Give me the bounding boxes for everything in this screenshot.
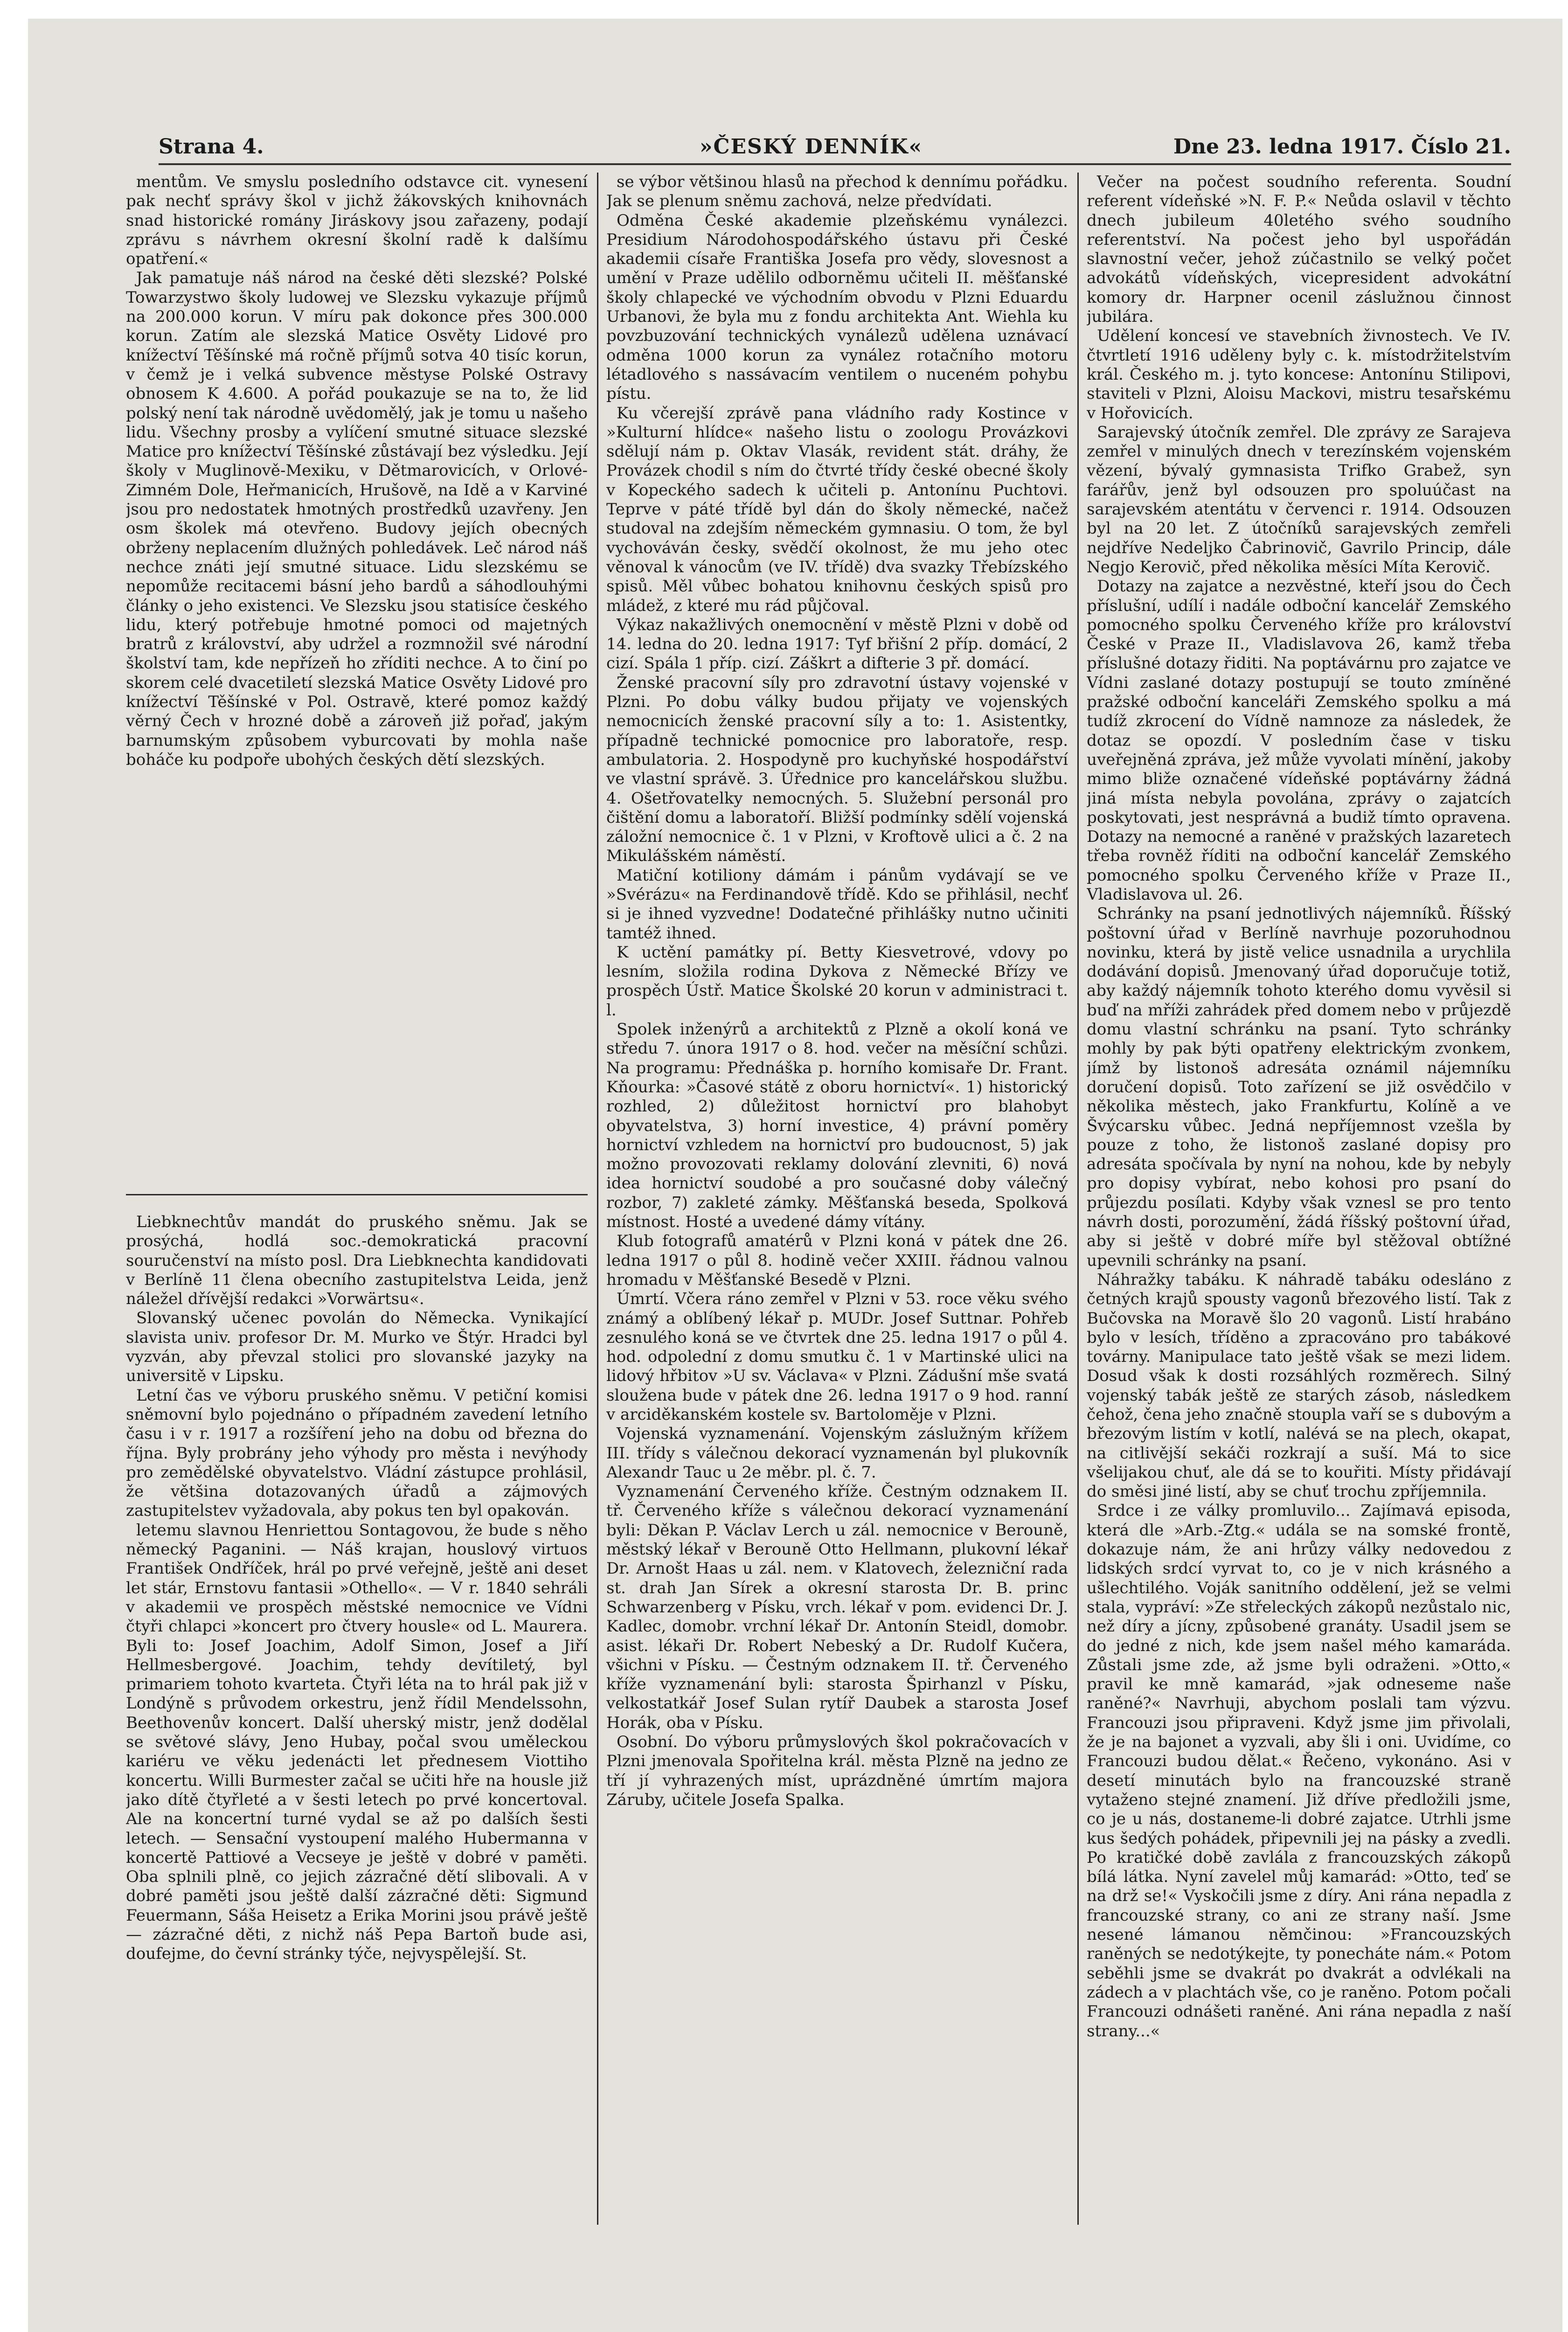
article: mentům. Ve smyslu posledního odstavce cit. vynesení pak nechť správy škol v jichž žákovských knihovnách snad historické romány Jiráskovy jsou zařazeny, podají zprávu s návrhem okresní školní radě k dalšímu opatření.« — [126, 173, 588, 269]
column-2 — [606, 173, 1068, 2225]
article: Srdce i ze války promluvilo... Zajímavá episoda, která dle »Arb.-Ztg.« udála se na somské frontě, dokazuje nám, že ani hrůzy války nedovedou z lidských srdcí vyrvat to, co je v nich krásného a ušlechtilého. Voják sanitního oddělení, jež se velmi stala, vypráví: »Ze střeleckých zákopů nezůstalo nic, než díry a jícny, způsobené granáty. Usadil jsem se do jedné z nich, kde jsem našel mého kamaráda. Zůstali jsme zde, až jsme byli odraženi. »Otto,« pravil ke mně kamarád, »jak odneseme naše raněné?« Navrhuji, abychom poslali tam výzvu. Francouzi jsou připraveni. Když jsme jim přivolali, že je na bajonet a vyzvali, aby šli i oni. Uvidíme, co Francouzi budou dělat.« Řečeno, vykonáno. Asi v desetí minutách bylo na francouzské straně vytaženo stejné znamení. Již dříve předložili jsme, co je u nás, dostaneme-li dobré zajatce. Utrhli jsme kus šedých pohádek, připevnili jej na pásky a zvedli. Po kratičké době zavlála z francouzských zákopů bílá látka. Nyní zavelel můj kamarád: »Otto, teď se na drž se!« Vyskočili jsme z díry. Ani rána nepadla z francouzské strany, co ani ze strany naší. Jsme nesené lámanou němčinou: »Francouzských raněných se nedotýkejte, ty ponecháte nám.« Potom seběhli jsme se dvakrát po dvakrát a odvlékali na zádech a v plachtách vše, co je raněno. Potom počali Francouzi odnášeti raněné. Ani rána nepadla z naší strany...« — [1087, 1501, 1511, 2040]
column-3 — [1087, 173, 1511, 2225]
article: Spolek inženýrů a architektů z Plzně a okolí koná ve středu 7. února 1917 o 8. hod. večer na měsíční schůzi. Na programu: Přednáška p. horního komisaře Dr. Frant. Kňourka: »Časové státě z oboru hornictví«. 1) historický rozhled, 2) důležitost hornictví pro blahobyt obyvatelstva, 3) horní investice, 4) právní poměry hornictví vzhledem na hornictví pro budoucnost, 5) jak možno provozovati reklamy dolování zlevniti, 6) nová idea hornictví soudobé a pro současné doby válečný rozbor, 7) zakleté zámky. Měšťanská beseda, Spolková místnost. Hosté a uvedené dámy vítány. — [606, 1020, 1068, 1232]
article: Matiční kotiliony dámám i pánům vydávají se ve »Svérázu« na Ferdinandově třídě. Kdo se přihlásil, nechť si je ihned vyzvedne! Dodatečné přihlášky nutno učiniti tamtéž ihned. — [606, 866, 1068, 943]
column-1-bottom — [126, 1213, 588, 2229]
article: Výkaz nakažlivých onemocnění v městě Plzni v době od 14. ledna do 20. ledna 1917: Tyf břišní 2 příp. domácí, 2 cizí. Spála 1 příp. cizí. Záškrt a difterie 3 př. domácí. — [606, 615, 1068, 673]
article: K uctění památky pí. Betty Kiesvetrové, vdovy po lesním, složila rodina Dykova z Německé Břízy ve prospěch Ústř. Matice Školské 20 korun v administraci t. l. — [606, 943, 1068, 1020]
article: Slovanský učenec povolán do Německa. Vynikající slavista univ. profesor Dr. M. Murko ve Štýr. Hradci byl vyzván, aby převzal stolici pro slovanské jazyky na universitě v Lipsku. — [126, 1309, 588, 1386]
article: Dotazy na zajatce a nezvěstné, kteří jsou do Čech příslušní, udílí i nadále odboční kancelář Zemského pomocného spolku Červeného kříže pro království České v Praze II., Vladislavova 26, kamž třeba příslušné dotazy řiditi. Na poptávárnu pro zajatce ve Vídni zaslané dotazy postupují se touto zmíněné pražské odboční kanceláři Zemského spolku a má tudíž zkrocení do Vídně namnoze za následek, že dotaz se opozdí. V posledním čase v tisku uveřejněná zpráva, jež může vyvolati mínění, jakoby mimo bliže označené vídeňské poptávárny žádná jiná místa nebyla povolána, zprávy o zajatcích poskytovati, jest nesprávná a budiž tímto opravena. Dotazy na nemocné a raněné v pražských lazaretech třeba rovněž říditi na odboční kancelář Zemského pomocného spolku Červeného kříže v Praze II., Vladislavova ul. 26. — [1087, 577, 1511, 904]
masthead: »ČESKÝ DENNÍK« — [700, 135, 923, 159]
article: Vyznamenání Červeného kříže. Čestným odznakem II. tř. Červeného kříže s válečnou dekorací vyznamenání byli: Děkan P. Václav Lerch u zál. nemocnice v Berouně, městský lékař v Berouně Otto Hellmann, plukovní lékař Dr. Arnošt Haas u zál. nem. v Klatovech, železniční rada st. drah Jan Sírek a okresní starosta Dr. B. princ Schwarzenberg v Písku, vrch. lékař v pom. evidenci Dr. J. Kadlec, domobr. vrchní lékař Dr. Antonín Steidl, domobr. asist. lékaři Dr. Robert Nebeský a Dr. Rudolf Kučera, všichni v Písku. — Čestným odznakem II. tř. Červeného kříže vyznamenání byli: starosta Špirhanzl v Písku, velkostatkář Josef Sulan rytíř Daubek a starosta Josef Horák, oba v Písku. — [606, 1482, 1068, 1732]
article: Klub fotografů amatérů v Plzni koná v pátek dne 26. ledna 1917 o půl 8. hodině večer XXIII. řádnou valnou hromadu v Měšťanské Besedě v Plzni. — [606, 1232, 1068, 1289]
article: Schránky na psaní jednotlivých nájemníků. Říšský poštovní úřad v Berlíně navrhuje pozoruhodnou novinku, která by jistě velice usnadnila a urychlila dodávání dopisů. Jmenovaný úřad doporučuje totiž, aby každý nájemník tohoto kterého domu vyvěsil si buď na mříži zahrádek před domem nebo v průjezdě domu vlastní schránku na psaní. Tyto schránky mohly by pak býti opatřeny elektrickým zvonkem, jímž by listonoš adresáta oznámil nájemníku doručení dopisů. Toto zařízení se již osvědčilo v několika městech, jako Frankfurtu, Kolíně a ve Švýcarsku vůbec. Jedná nepříjemnost vzešla by pouze z toho, že listonoš zaslané dopisy pro adresáta spočívala by nyní na nohou, kde by nebyly pro dopisy vybírat, nebo kohosi pro psaní do průjezdu posílati. Kdyby však vznesl se pro tento návrh dosti, porozumění, žádá říšský poštovní úřad, aby si ještě v dobré míře byl stěžoval obtížné upevnili schránky na psaní. — [1087, 904, 1511, 1270]
article: Udělení koncesí ve stavebních živnostech. Ve IV. čtvrtletí 1916 uděleny byly c. k. místodržitelstvím král. Českého m. j. tyto koncese: Antonínu Stilipovi, staviteli v Plzni, Aloisu Mackovi, mistru tesařskému v Hořovicích. — [1087, 326, 1511, 423]
column-rule — [597, 173, 598, 2225]
column-break-rule — [126, 1194, 588, 1195]
article: Liebknechtův mandát do pruského sněmu. Jak se prosýchá, hodlá soc.-demokratická pracovní souručenství na místo posl. Dra Liebknechta kandidovati v Berlíně 11 člena obecního zastupitelstva Leida, jenž náležel dřívější redakci »Vorwärtsu«. — [126, 1213, 588, 1309]
article: Osobní. Do výboru průmyslových škol pokračovacích v Plzni jmenovala Spořitelna král. města Plzně na jedno ze tří jí vyhrazených míst, uprázdněné úmrtím majora Záruby, učitele Josefa Spalka. — [606, 1733, 1068, 1809]
page-number: Strana 4. — [159, 135, 264, 159]
column-rule — [1077, 173, 1079, 2225]
page-header — [159, 121, 1511, 165]
article: letemu slavnou Henriettou Sontagovou, že bude s něho německý Paganini. — Náš krajan, houslový virtuos František Ondříček, hrál po prvé veřejně, ještě ani deset let stár, Ernstovu fantasii »Othello«. — V r. 1840 sehráli v akademii ve prospěch městské nemocnice ve Vídni čtyři chlapci »koncert pro čtvery housle« od L. Maurera. Byli to: Josef Joachim, Adolf Simon, Josef a Jiří Hellmesbergové. Joachim, tehdy devítiletý, byl primariem tohoto kvarteta. Čtyři léta na to hrál pak již v Londýně s průvodem orkestru, jenž řídil Mendelssohn, Beethovenův koncert. Další uherský mistr, jenž dodělal se světové slávy, Jeno Hubay, počal svou uměleckou kariéru ve věku jedenácti let přednesem Viottiho koncertu. Willi Burmester začal se učiti hře na housle již jako dítě čtyřleté a v šesti letech po prvé koncertoval. Ale na koncertní turné vydal se až po dalších šesti letech. — Sensační vystoupení malého Hubermanna v koncertě Pattiové a Vecseye je ještě v dobré v paměti. Oba splnili plně, co jejich zázračné dětí slibovali. A v dobré paměti jsou ještě další zázračné děti: Sigmund Feuermann, Sáša Heisetz a Erika Morini jsou právě ještě — zázračné děti, z nichž náš Pepa Bartoň bude asi, doufejme, do čevní stránky týče, nejvyspělejší. St. — [126, 1520, 588, 1964]
issue-date: Dne 23. ledna 1917. Číslo 21. — [1173, 135, 1511, 159]
article: Jak pamatuje náš národ na české děti slezské? Polské Towarzystwo školy ludowej ve Slezsku vykazuje příjmů na 200.000 korun. V míru pak dokonce přes 300.000 korun. Zatím ale slezská Matice Osvěty Lidové pro knížectví Těšínské má ročně příjmů sotva 40 tisíc korun, v čemž je i velká subvence městyse Polské Ostravy obnosem K 4.600. A pořád poukazuje se na to, že lid polský není tak národně uvědomělý, jak je tomu u našeho lidu. Všechny prosby a vylíčení smutné situace slezské Matice pro knížectví Těšínské zůstávají bez výsledku. Její školy v Muglinově-Mexiku, v Dětmarovicích, v Orlové-Zimném Dole, Heřmanicích, Hrušově, na Idě a v Karviné jsou pro nedostatek hmotných prostředků uzavřeny. Jen osm školek má otevřeno. Budovy jejích obecných obrženy neplacením dlužných pohledávek. Leč národ náš nechce znáti její smutné situace. Lidu slezskému se nepomůže recitacemi básní jeho bardů a sáhodlouhými články o jeho existenci. Ve Slezsku jsou statisíce českého lidu, který potřebuje hmotné pomoci od majetných bratrů z království, aby udržel a rozmnožil své národní školství tam, kde nepřízeň ho zříditi nechce. A to činí po skorem celé dvacetiletí slezská Matice Osvěty Lidové pro knížectví Těšínské v Pol. Ostravě, které pomoz každý věrný Čech v hrozné době a zároveň již pořaď, jakým barnumským způsobem vyburcovati by mohla naše boháče ku podpoře ubohých českých dětí slezských. — [126, 269, 588, 769]
article: Letní čas ve výboru pruského sněmu. V petiční komisi sněmovní bylo pojednáno o případném zavedení letního času i v r. 1917 a rozšíření jeho na dobu od března do října. Byly probrány jeho výhody pro města i nevýhody pro zemědělské obyvatelstvo. Vládní zástupce prohlásil, že většina dotazovaných úřadů a zájmových zastupitelstev vyžadovala, aby pokus ten byl opakován. — [126, 1386, 588, 1520]
article: Ku včerejší zprávě pana vládního rady Kostince v »Kulturní hlídce« našeho listu o zoologu Provázkovi sdělují nám p. Oktav Vlasák, revident stát. dráhy, že Provázek chodil s ním do čtvrté třídy české obecné školy v Kopeckého sadech k učiteli p. Antonínu Puchtovi. Teprve v páté třídě byl dán do školy německé, načež studoval na zdejším německém gymnasiu. O tom, že byl vychováván česky, svědčí okolnost, že mu jeho otec věnoval k vánocům (ve IV. třídě) dva svazky Třebízského spisů. Měl vůbec bohatou knihovnu českých spisů pro mládež, z které mu rád půjčoval. — [606, 403, 1068, 615]
article: Odměna České akademie plzeňskému vynálezci. Presidium Národohospodářského ústavu při České akademii císaře Františka Josefa pro vědy, slovesnost a umění v Praze udělilo odborněmu učiteli II. měšťanské školy chlapecké ve východním obvodu v Plzni Eduardu Urbanovi, že byla mu z fondu architekta Ant. Wiehla ku povzbuzování technických vynálezů udělena uznávací odměna 1000 korun za vynález rotačního motoru létadlového s nassávacím ventilem o nuceném pohybu pístu. — [606, 211, 1068, 403]
article: Ženské pracovní síly pro zdravotní ústavy vojenské v Plzni. Po dobu války budou přijaty ve vojenských nemocnicích ženské pracovní síly a to: 1. Asistentky, případně technické pomocnice pro laboratoře, resp. ambulatoria. 2. Hospodyně pro kuchyňské hospodářství ve vlastní správě. 3. Úřednice pro kancelářskou službu. 4. Ošetřovatelky nemocných. 5. Služební personál pro čištění domu a laboratoří. Bližší podmínky sdělí vojenská záložní nemocnice č. 1 v Plzni, v Kroftově ulici a č. 2 na Mikulášském náměstí. — [606, 673, 1068, 866]
article: Úmrtí. Včera ráno zemřel v Plzni v 53. roce věku svého známý a oblíbený lékař p. MUDr. Josef Suttnar. Pohřeb zesnulého koná se ve čtvrtek dne 25. ledna 1917 o půl 4. hod. odpolední z domu smutku č. 1 v Martinské ulici na lidový hřbitov »U sv. Václava« v Plzni. Zádušní mše svatá sloužena bude v pátek dne 26. ledna 1917 o 9 hod. ranní v arciděkanském kostele sv. Bartoloměje v Plzni. — [606, 1290, 1068, 1424]
article: se výbor většinou hlasů na přechod k dennímu pořádku. Jak se plenum sněmu zachová, nelze předvídati. — [606, 173, 1068, 211]
article: Náhražky tabáku. K náhradě tabáku odesláno z četných krajů spousty vagonů březového listí. Tak z Bučovska na Moravě šlo 20 vagonů. Listí hrabáno bylo v lesích, tříděno a zpracováno pro tabákové továrny. Manipulace tato ještě však se mezi lidem. Dosud však k dosti rozsáhlých rozměrech. Silný vojenský tabák ještě ze starých zásob, následkem čehož, čena jeho značně stoupla vaří se s dubovým a březovým listím v kotlí, nalévá se na plech, okapat, na citlivější sekáči rozkrají a suší. Má to sice všelijakou chuť, ale dá se to kouřiti. Místy přidávají do směsi jiné listí, aby se chuť trochu zpříjemnila. — [1087, 1270, 1511, 1501]
article: Vojenská vyznamenání. Vojenským záslužným křížem III. třídy s válečnou dekorací vyznamenán byl plukovník Alexandr Tauc u 2e měbr. pl. č. 7. — [606, 1424, 1068, 1482]
newspaper-page — [28, 19, 1562, 2332]
article: Večer na počest soudního referenta. Soudní referent vídeňské »N. F. P.« Neůda oslavil v těchto dnech jubileum 40letého svého soudního referentství. Na počest jeho byl uspořádán slavnostní večer, jehož zúčastnilo se velký počet advokátů vídeňských, vicepresident advokátní komory dr. Harpner ocenil záslužnou činnost jubilára. — [1087, 173, 1511, 326]
article: Sarajevský útočník zemřel. Dle zprávy ze Sarajeva zemřel v minulých dnech v terezínském vojenském vězení, bývalý gymnasista Trifko Grabež, syn farářův, jenž byl odsouzen pro spoluúčast na sarajevském atentátu v červenci r. 1914. Odsouzen byl na 20 let. Z útočníků sarajevských zemřeli nejdříve Nedeljko Čabrinovič, Gavrilo Princip, dále Negjo Kerovič, před několika měsíci Míta Kerovič. — [1087, 423, 1511, 576]
column-1-top — [126, 173, 588, 928]
